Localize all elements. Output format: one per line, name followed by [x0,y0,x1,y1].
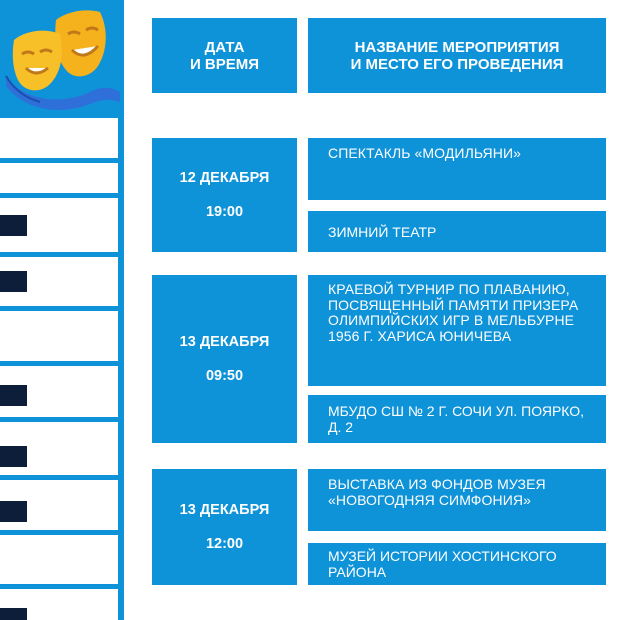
event-name-cell: СПЕКТАКЛЬ «МОДИЛЬЯНИ» [308,138,606,200]
event-date: 13 ДЕКАБРЯ [179,334,270,350]
event-time: 19:00 [205,204,244,220]
theatre-masks-icon [4,6,120,110]
black-key [0,501,27,522]
event-time: 12:00 [205,536,244,552]
key-divider [0,361,118,366]
event-date-cell [152,469,297,585]
event-place-cell: ЗИМНИЙ ТЕАТР [308,211,606,252]
header-line: И МЕСТО ЕГО ПРОВЕДЕНИЯ [350,55,564,73]
black-key [0,215,27,236]
event-place-cell: МУЗЕЙ ИСТОРИИ ХОСТИНСКОГО РАЙОНА [308,543,606,585]
event-date-cell [152,138,297,252]
event-name-cell: ВЫСТАВКА ИЗ ФОНДОВ МУЗЕЯ «НОВОГОДНЯЯ СИМФОНИЯ» [308,469,606,531]
header-line: ДАТА [204,38,245,56]
name-column-header [308,18,606,93]
black-key [0,446,27,467]
sidebar-edge [118,118,124,620]
piano-sidebar [0,0,124,620]
key-divider [0,252,118,257]
event-place-cell: МБУДО СШ № 2 Г. СОЧИ УЛ. ПОЯРКО, Д. 2 [308,395,606,443]
event-time: 09:50 [205,368,244,384]
key-divider [0,193,118,198]
key-divider [0,475,118,480]
black-key [0,271,27,292]
event-date: 13 ДЕКАБРЯ [179,502,270,518]
event-date: 12 ДЕКАБРЯ [179,170,270,186]
header-line: НАЗВАНИЕ МЕРОПРИЯТИЯ [354,38,560,56]
header-line: И ВРЕМЯ [189,55,260,73]
key-divider [0,158,118,163]
black-key [0,608,27,620]
key-divider [0,306,118,311]
key-divider [0,417,118,422]
key-divider [0,584,118,589]
date-column-header [152,18,297,93]
key-divider [0,530,118,535]
logo-panel [0,0,124,118]
event-name-cell: КРАЕВОЙ ТУРНИР ПО ПЛАВАНИЮ, ПОСВЯЩЕННЫЙ ПАМЯТИ ПРИЗЕРА ОЛИМПИЙСКИХ ИГР В МЕЛЬБУРНЕ 1956 Г. ХАРИСА ЮНИЧЕВА [308,275,606,386]
event-date-cell [152,275,297,443]
black-key [0,385,27,406]
